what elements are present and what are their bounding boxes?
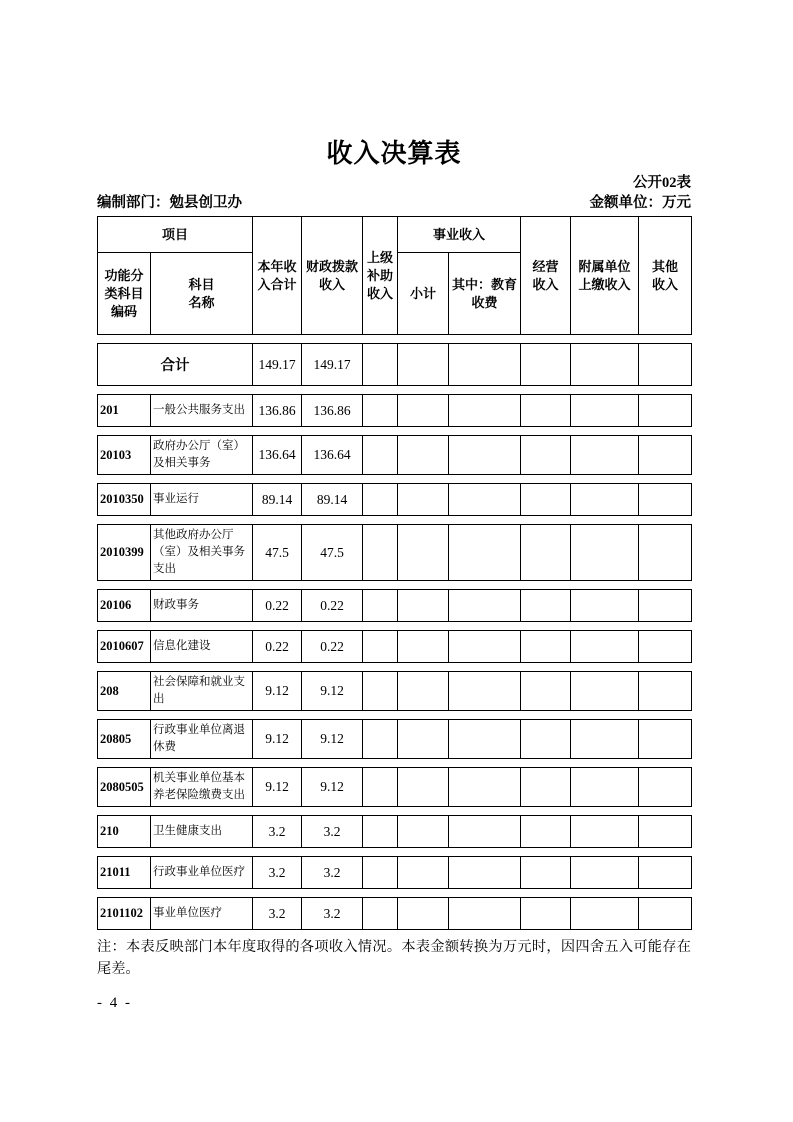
other-income-cell xyxy=(639,525,692,581)
superior-subsidy-cell xyxy=(363,816,398,848)
total-income-cell: 9.12 xyxy=(253,768,302,807)
fiscal-appropriation-cell: 9.12 xyxy=(302,720,363,759)
affiliated-income-cell xyxy=(571,436,639,475)
table-total-row xyxy=(97,343,692,386)
other-income-cell xyxy=(639,395,692,427)
function-code-cell: 2010350 xyxy=(98,484,151,516)
affiliated-income-cell xyxy=(571,720,639,759)
table-row xyxy=(97,815,692,848)
function-code-cell: 20103 xyxy=(98,436,151,475)
subject-name-cell: 行政事业单位离退 休费 xyxy=(151,720,253,759)
business-subtotal-cell xyxy=(398,816,449,848)
operating-income-cell xyxy=(521,816,571,848)
report-sheet xyxy=(97,140,691,1012)
affiliated-income-cell xyxy=(571,768,639,807)
business-subtotal-cell xyxy=(398,484,449,516)
operating-income-cell xyxy=(521,857,571,889)
table-row xyxy=(97,483,692,516)
header-project: 项目 xyxy=(98,217,253,253)
operating-income-cell xyxy=(521,525,571,581)
total-income-cell: 9.12 xyxy=(253,720,302,759)
fiscal-appropriation-cell: 9.12 xyxy=(302,768,363,807)
total-income-cell: 9.12 xyxy=(253,672,302,711)
superior-subsidy-cell xyxy=(363,590,398,622)
header-total-income: 本年收 入合计 xyxy=(253,217,302,335)
fiscal-appropriation-cell: 3.2 xyxy=(302,816,363,848)
table-row xyxy=(97,719,692,759)
subject-name-cell: 财政事务 xyxy=(151,590,253,622)
total-income-cell: 3.2 xyxy=(253,857,302,889)
operating-income-cell xyxy=(521,631,571,663)
meta-row xyxy=(97,194,691,212)
table-rows xyxy=(97,394,691,930)
page-number: - 4 - xyxy=(97,995,132,1011)
fiscal-appropriation-cell: 0.22 xyxy=(302,631,363,663)
function-code-cell: 2010399 xyxy=(98,525,151,581)
business-subtotal-cell xyxy=(398,857,449,889)
function-code-cell: 2010607 xyxy=(98,631,151,663)
total-value-cell: 149.17 xyxy=(302,344,363,386)
total-value-cell xyxy=(521,344,571,386)
business-subtotal-cell xyxy=(398,436,449,475)
table-row xyxy=(97,856,692,889)
affiliated-income-cell xyxy=(571,631,639,663)
affiliated-income-cell xyxy=(571,672,639,711)
fiscal-appropriation-cell: 136.64 xyxy=(302,436,363,475)
table-row xyxy=(97,671,692,711)
function-code-cell: 20805 xyxy=(98,720,151,759)
header-affiliated-income: 附属单位 上缴收入 xyxy=(571,217,639,335)
operating-income-cell xyxy=(521,590,571,622)
total-value-cell xyxy=(571,344,639,386)
education-fee-cell xyxy=(449,857,521,889)
total-income-cell: 3.2 xyxy=(253,898,302,930)
subject-name-cell: 事业单位医疗 xyxy=(151,898,253,930)
fiscal-appropriation-cell: 47.5 xyxy=(302,525,363,581)
other-income-cell xyxy=(639,436,692,475)
header-business-income: 事业收入 xyxy=(398,217,521,253)
operating-income-cell xyxy=(521,672,571,711)
total-label: 合计 xyxy=(98,344,253,386)
total-income-cell: 136.64 xyxy=(253,436,302,475)
education-fee-cell xyxy=(449,672,521,711)
header-operating-income: 经营 收入 xyxy=(521,217,571,335)
fiscal-appropriation-cell: 3.2 xyxy=(302,857,363,889)
fiscal-appropriation-cell: 0.22 xyxy=(302,590,363,622)
total-income-cell: 0.22 xyxy=(253,590,302,622)
function-code-cell: 201 xyxy=(98,395,151,427)
header-education-fee: 其中：教育 收费 xyxy=(449,253,521,335)
subject-name-cell: 卫生健康支出 xyxy=(151,816,253,848)
function-code-cell: 20106 xyxy=(98,590,151,622)
subject-name-cell: 行政事业单位医疗 xyxy=(151,857,253,889)
subject-name-cell: 机关事业单位基本 养老保险缴费支出 xyxy=(151,768,253,807)
subject-name-cell: 其他政府办公厅 （室）及相关事务 支出 xyxy=(151,525,253,581)
education-fee-cell xyxy=(449,768,521,807)
affiliated-income-cell xyxy=(571,816,639,848)
function-code-cell: 2101102 xyxy=(98,898,151,930)
superior-subsidy-cell xyxy=(363,768,398,807)
business-subtotal-cell xyxy=(398,768,449,807)
subject-name-cell: 社会保障和就业支 出 xyxy=(151,672,253,711)
fiscal-appropriation-cell: 89.14 xyxy=(302,484,363,516)
superior-subsidy-cell xyxy=(363,720,398,759)
total-value-cell xyxy=(449,344,521,386)
table-label: 公开02表 xyxy=(633,175,691,191)
prepared-by-label: 编制部门：勉县创卫办 xyxy=(97,195,242,211)
header-function-code: 功能分 类科目 编码 xyxy=(98,253,151,335)
total-income-cell: 136.86 xyxy=(253,395,302,427)
superior-subsidy-cell xyxy=(363,484,398,516)
table-row xyxy=(97,897,692,930)
fiscal-appropriation-cell: 136.86 xyxy=(302,395,363,427)
business-subtotal-cell xyxy=(398,631,449,663)
superior-subsidy-cell xyxy=(363,436,398,475)
education-fee-cell xyxy=(449,720,521,759)
affiliated-income-cell xyxy=(571,525,639,581)
education-fee-cell xyxy=(449,436,521,475)
education-fee-cell xyxy=(449,395,521,427)
fiscal-appropriation-cell: 9.12 xyxy=(302,672,363,711)
business-subtotal-cell xyxy=(398,395,449,427)
affiliated-income-cell xyxy=(571,590,639,622)
affiliated-income-cell xyxy=(571,898,639,930)
other-income-cell xyxy=(639,720,692,759)
business-subtotal-cell xyxy=(398,525,449,581)
table-row xyxy=(97,394,692,427)
operating-income-cell xyxy=(521,484,571,516)
affiliated-income-cell xyxy=(571,857,639,889)
operating-income-cell xyxy=(521,898,571,930)
subject-name-cell: 一般公共服务支出 xyxy=(151,395,253,427)
superior-subsidy-cell xyxy=(363,898,398,930)
education-fee-cell xyxy=(449,816,521,848)
other-income-cell xyxy=(639,768,692,807)
total-income-cell: 47.5 xyxy=(253,525,302,581)
total-value-cell xyxy=(639,344,692,386)
total-value-cell: 149.17 xyxy=(253,344,302,386)
education-fee-cell xyxy=(449,631,521,663)
other-income-cell xyxy=(639,816,692,848)
education-fee-cell xyxy=(449,525,521,581)
superior-subsidy-cell xyxy=(363,672,398,711)
total-income-cell: 0.22 xyxy=(253,631,302,663)
header-subject-name: 科目 名称 xyxy=(151,253,253,335)
total-income-cell: 3.2 xyxy=(253,816,302,848)
superior-subsidy-cell xyxy=(363,395,398,427)
other-income-cell xyxy=(639,590,692,622)
table-header xyxy=(97,216,692,335)
affiliated-income-cell xyxy=(571,395,639,427)
header-other-income: 其他 收入 xyxy=(639,217,692,335)
operating-income-cell xyxy=(521,436,571,475)
other-income-cell xyxy=(639,631,692,663)
total-value-cell xyxy=(363,344,398,386)
operating-income-cell xyxy=(521,720,571,759)
unit-label: 金额单位：万元 xyxy=(589,195,691,211)
header-subtotal: 小计 xyxy=(398,253,449,335)
education-fee-cell xyxy=(449,898,521,930)
affiliated-income-cell xyxy=(571,484,639,516)
table-row xyxy=(97,767,692,807)
header-superior-subsidy: 上级 补助 收入 xyxy=(363,217,398,335)
function-code-cell: 21011 xyxy=(98,857,151,889)
other-income-cell xyxy=(639,857,692,889)
function-code-cell: 2080505 xyxy=(98,768,151,807)
education-fee-cell xyxy=(449,590,521,622)
other-income-cell xyxy=(639,484,692,516)
subject-name-cell: 政府办公厅（室） 及相关事务 xyxy=(151,436,253,475)
superior-subsidy-cell xyxy=(363,631,398,663)
subject-name-cell: 事业运行 xyxy=(151,484,253,516)
table-row xyxy=(97,435,692,475)
business-subtotal-cell xyxy=(398,672,449,711)
table-note: 注：本表反映部门本年度取得的各项收入情况。本表金额转换为万元时，因四舍五入可能存在尾差。 xyxy=(97,939,691,977)
superior-subsidy-cell xyxy=(363,525,398,581)
table-row xyxy=(97,524,692,581)
total-income-cell: 89.14 xyxy=(253,484,302,516)
business-subtotal-cell xyxy=(398,898,449,930)
superior-subsidy-cell xyxy=(363,857,398,889)
function-code-cell: 210 xyxy=(98,816,151,848)
table-row xyxy=(97,589,692,622)
business-subtotal-cell xyxy=(398,720,449,759)
table-row xyxy=(97,630,692,663)
other-income-cell xyxy=(639,672,692,711)
education-fee-cell xyxy=(449,484,521,516)
subject-name-cell: 信息化建设 xyxy=(151,631,253,663)
operating-income-cell xyxy=(521,768,571,807)
function-code-cell: 208 xyxy=(98,672,151,711)
other-income-cell xyxy=(639,898,692,930)
total-value-cell xyxy=(398,344,449,386)
page-title: 收入决算表 xyxy=(326,139,462,168)
header-fiscal-appropriation: 财政拨款 收入 xyxy=(302,217,363,335)
fiscal-appropriation-cell: 3.2 xyxy=(302,898,363,930)
operating-income-cell xyxy=(521,395,571,427)
business-subtotal-cell xyxy=(398,590,449,622)
